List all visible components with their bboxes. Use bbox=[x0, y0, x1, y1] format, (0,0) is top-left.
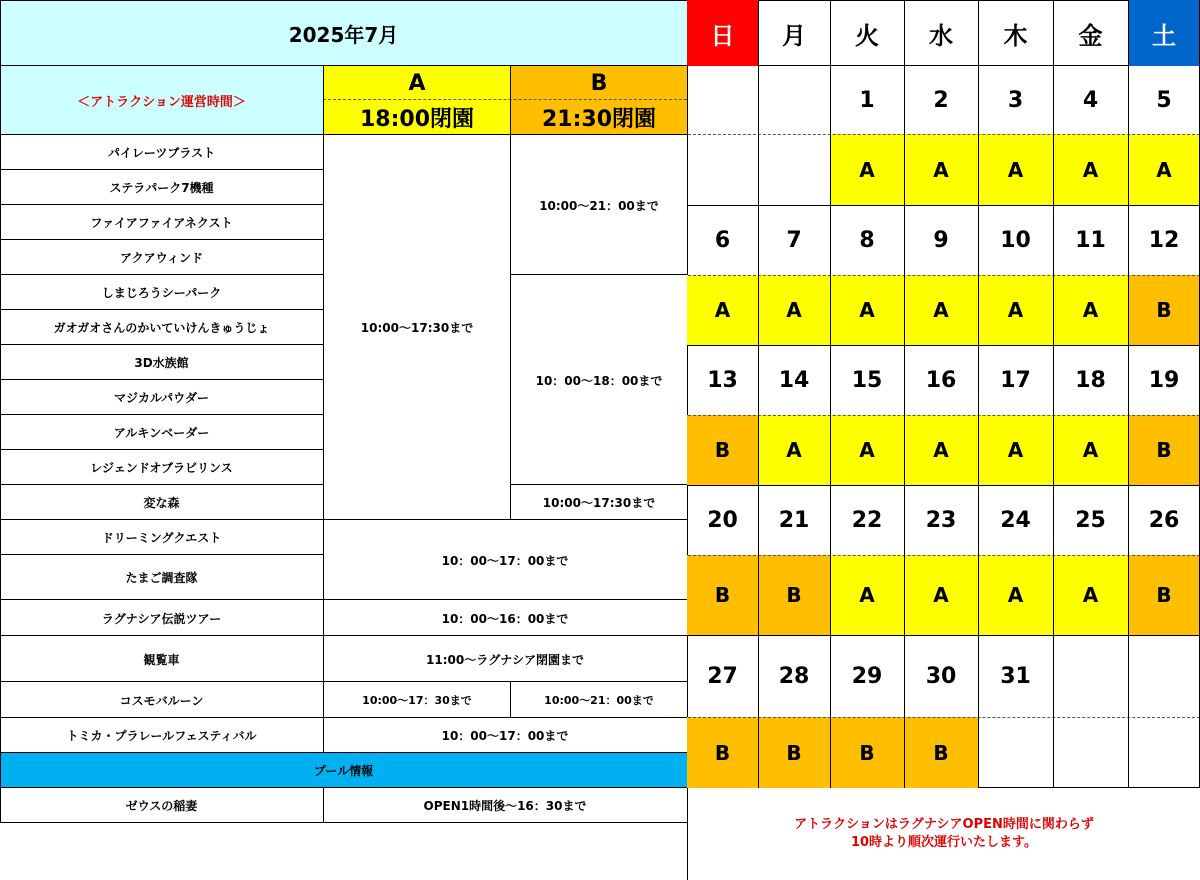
calendar-date: 6 bbox=[714, 227, 731, 253]
hours-label: ＜アトラクション運営時間＞ bbox=[0, 66, 323, 135]
weekday-wed: 水 bbox=[929, 21, 953, 50]
calendar-code: A bbox=[1053, 275, 1128, 345]
calendar-date: 12 bbox=[1148, 227, 1180, 253]
calendar-code: A bbox=[758, 415, 830, 485]
calendar-date: 26 bbox=[1148, 507, 1180, 533]
grid-line bbox=[0, 484, 323, 485]
attraction-name: ガオガオさんのかいていけんきゅうじょ bbox=[53, 321, 270, 335]
calendar-date: 15 bbox=[851, 367, 883, 393]
calendar-date bbox=[758, 66, 830, 134]
grid-line bbox=[0, 414, 323, 415]
attraction-name: 3D水族館 bbox=[134, 356, 189, 370]
calendar-date: 3 bbox=[1007, 87, 1024, 113]
calendar-date: 2 bbox=[933, 87, 949, 113]
calendar-code: A bbox=[1053, 555, 1128, 635]
calendar-code: A bbox=[1128, 134, 1200, 205]
calendar-date: 19 bbox=[1148, 367, 1180, 393]
calendar-date bbox=[1053, 635, 1128, 717]
attraction-name: ラグナシア伝説ツアー bbox=[101, 611, 222, 626]
calendar-date: 5 bbox=[1156, 87, 1172, 113]
grid-line bbox=[511, 484, 687, 485]
attraction-name: たまご調査隊 bbox=[125, 571, 198, 585]
calendar-date: 28 bbox=[778, 663, 810, 689]
grid-line bbox=[0, 239, 323, 240]
calendar-code: A bbox=[978, 415, 1053, 485]
week-divider bbox=[688, 415, 1200, 416]
grid-line bbox=[0, 635, 687, 636]
type-b-hours-group2: 10：00～18：00まで bbox=[535, 373, 663, 388]
grid-line bbox=[0, 344, 323, 345]
calendar-code: A bbox=[758, 275, 830, 345]
grid-line bbox=[0, 599, 687, 600]
calendar-date: 22 bbox=[851, 507, 883, 533]
grid-line bbox=[0, 204, 323, 205]
calendar-code: A bbox=[830, 134, 904, 205]
grid-line bbox=[0, 554, 323, 555]
calendar-code bbox=[758, 134, 830, 205]
calendar-code: B bbox=[687, 415, 758, 485]
attraction-name: ステラパーク7機種 bbox=[109, 181, 214, 195]
calendar-code: B bbox=[758, 717, 830, 788]
calendar-date: 29 bbox=[851, 663, 883, 689]
attraction-name: 観覧車 bbox=[143, 652, 180, 667]
month-title: 2025年7月 bbox=[0, 0, 687, 66]
hours-ragunasia-tour: 10：00～16：00まで bbox=[441, 611, 569, 626]
calendar-code bbox=[1053, 717, 1128, 788]
grid-line bbox=[688, 635, 1200, 636]
attraction-name: パイレーツブラスト bbox=[107, 146, 216, 160]
grid-line bbox=[688, 345, 1200, 346]
type-b-closing: 21:30閉園 bbox=[541, 107, 657, 132]
pool-attraction-name: ゼウスの稲妻 bbox=[125, 799, 198, 813]
grid-line bbox=[688, 485, 1200, 486]
calendar-date: 16 bbox=[925, 367, 957, 393]
hours-cosmo-a: 10:00～17：30まで bbox=[362, 694, 472, 707]
pool-hours: OPEN1時間後～16：30まで bbox=[423, 799, 587, 813]
calendar-code: A bbox=[904, 415, 978, 485]
calendar-code bbox=[687, 134, 758, 205]
attraction-name: 変な森 bbox=[143, 496, 180, 510]
grid-line bbox=[0, 717, 687, 718]
grid-line bbox=[510, 66, 511, 520]
calendar-date: 1 bbox=[859, 87, 875, 113]
weekday-sat: 土 bbox=[1128, 0, 1200, 66]
weekday-mon: 月 bbox=[782, 21, 806, 50]
type-b-hours-hennamori: 10:00～17:30まで bbox=[542, 496, 656, 510]
type-b-letter: B bbox=[590, 70, 608, 96]
operation-note bbox=[688, 788, 1200, 880]
hours-kanransha: 11:00～ラグナシア閉園まで bbox=[426, 652, 584, 667]
calendar-code: B bbox=[1128, 555, 1200, 635]
grid-line bbox=[0, 0, 1, 823]
weekday-thu: 木 bbox=[1003, 21, 1028, 50]
calendar-date: 7 bbox=[786, 227, 802, 253]
weekday-tue: 火 bbox=[855, 21, 879, 50]
calendar-date: 10 bbox=[1000, 227, 1031, 253]
grid-line bbox=[0, 134, 687, 135]
calendar-code: B bbox=[830, 717, 904, 788]
grid-line bbox=[323, 788, 324, 823]
calendar-date: 18 bbox=[1075, 367, 1106, 393]
calendar-code: B bbox=[687, 717, 758, 788]
calendar-code: A bbox=[904, 275, 978, 345]
grid-line bbox=[323, 66, 324, 753]
grid-line bbox=[0, 309, 323, 310]
pool-header: プール情報 bbox=[0, 753, 687, 788]
attraction-name: しまじろうシーパーク bbox=[101, 286, 222, 300]
hours-dreaming-tamago: 10：00～17：00まで bbox=[441, 553, 569, 568]
calendar-code: A bbox=[978, 275, 1053, 345]
hours-cosmo-b: 10:00～21：00まで bbox=[544, 694, 654, 707]
calendar-code: A bbox=[1053, 415, 1128, 485]
grid-line bbox=[510, 682, 511, 718]
grid-line bbox=[830, 0, 831, 788]
calendar-date: 27 bbox=[707, 663, 738, 689]
type-a-hours: 10:00～17:30まで bbox=[360, 321, 474, 335]
weekday-fri: 金 bbox=[1078, 21, 1103, 50]
calendar-code: A bbox=[904, 134, 978, 205]
note-line-1: アトラクションはラグナシアOPEN時間に関わらず bbox=[794, 817, 1094, 832]
grid-line bbox=[0, 169, 323, 170]
grid-line bbox=[978, 0, 979, 788]
calendar-code bbox=[978, 717, 1053, 788]
calendar-code: A bbox=[830, 555, 904, 635]
calendar-date: 25 bbox=[1075, 507, 1106, 533]
attraction-name: トミカ・プラレールフェスティバル bbox=[66, 729, 257, 743]
hours-tomica: 10：00～17：00まで bbox=[441, 729, 569, 743]
grid-line bbox=[511, 274, 687, 275]
calendar-code: B bbox=[904, 717, 978, 788]
calendar-date: 30 bbox=[925, 663, 957, 689]
attraction-name: レジェンドオブラビリンス bbox=[90, 461, 233, 475]
grid-line bbox=[0, 822, 687, 823]
calendar-code bbox=[1128, 717, 1200, 788]
calendar-code: A bbox=[830, 275, 904, 345]
week-divider bbox=[688, 275, 1200, 276]
calendar-date: 9 bbox=[933, 227, 949, 253]
grid-line bbox=[0, 449, 323, 450]
grid-line bbox=[0, 274, 323, 275]
attraction-name: ファイアファイアネクスト bbox=[90, 216, 233, 230]
grid-line bbox=[0, 379, 323, 380]
calendar-date: 20 bbox=[707, 507, 738, 533]
attraction-name: アクアウィンド bbox=[120, 251, 203, 265]
calendar-code: A bbox=[830, 415, 904, 485]
week-divider bbox=[688, 134, 1200, 135]
calendar-date: 4 bbox=[1082, 87, 1099, 113]
calendar-code: A bbox=[978, 555, 1053, 635]
type-b-hours-group1: 10:00～21：00まで bbox=[539, 198, 659, 213]
type-a-closing: 18:00閉園 bbox=[359, 107, 475, 132]
calendar-code: A bbox=[1053, 134, 1128, 205]
calendar-date: 24 bbox=[1000, 507, 1031, 533]
calendar-date: 13 bbox=[707, 367, 738, 393]
calendar-date bbox=[687, 66, 758, 134]
grid-line bbox=[758, 0, 759, 788]
calendar-date: 21 bbox=[778, 507, 810, 533]
grid-line bbox=[1128, 0, 1129, 788]
calendar-date: 17 bbox=[1000, 367, 1031, 393]
calendar-code: B bbox=[687, 555, 758, 635]
calendar-date: 8 bbox=[859, 227, 875, 253]
calendar-date bbox=[1128, 635, 1200, 717]
week-divider bbox=[688, 555, 1200, 556]
calendar-code: A bbox=[978, 134, 1053, 205]
calendar-date: 11 bbox=[1075, 227, 1106, 253]
grid-line bbox=[688, 205, 1200, 206]
calendar-code: B bbox=[1128, 415, 1200, 485]
calendar-code: B bbox=[1128, 275, 1200, 345]
calendar-code: A bbox=[904, 555, 978, 635]
calendar-date: 14 bbox=[778, 367, 810, 393]
calendar-code: A bbox=[687, 275, 758, 345]
calendar-date: 31 bbox=[1000, 663, 1031, 689]
calendar-code: B bbox=[758, 555, 830, 635]
weekday-sun: 日 bbox=[687, 0, 758, 66]
type-a-letter: A bbox=[408, 70, 426, 96]
grid-line bbox=[904, 0, 905, 788]
week-divider bbox=[688, 717, 1200, 718]
grid-line bbox=[0, 519, 687, 520]
grid-line bbox=[0, 681, 687, 682]
attraction-name: コスモバルーン bbox=[119, 693, 204, 708]
attraction-name: アルキンベーダー bbox=[113, 426, 210, 440]
type-header-divider bbox=[323, 99, 687, 100]
attraction-name: ドリーミングクエスト bbox=[101, 531, 222, 545]
grid-line bbox=[1053, 0, 1054, 788]
grid-line bbox=[0, 752, 687, 753]
attraction-name: マジカルパウダー bbox=[113, 391, 210, 405]
calendar-date: 23 bbox=[925, 507, 957, 533]
note-line-2: 10時より順次運行いたします。 bbox=[850, 835, 1038, 850]
